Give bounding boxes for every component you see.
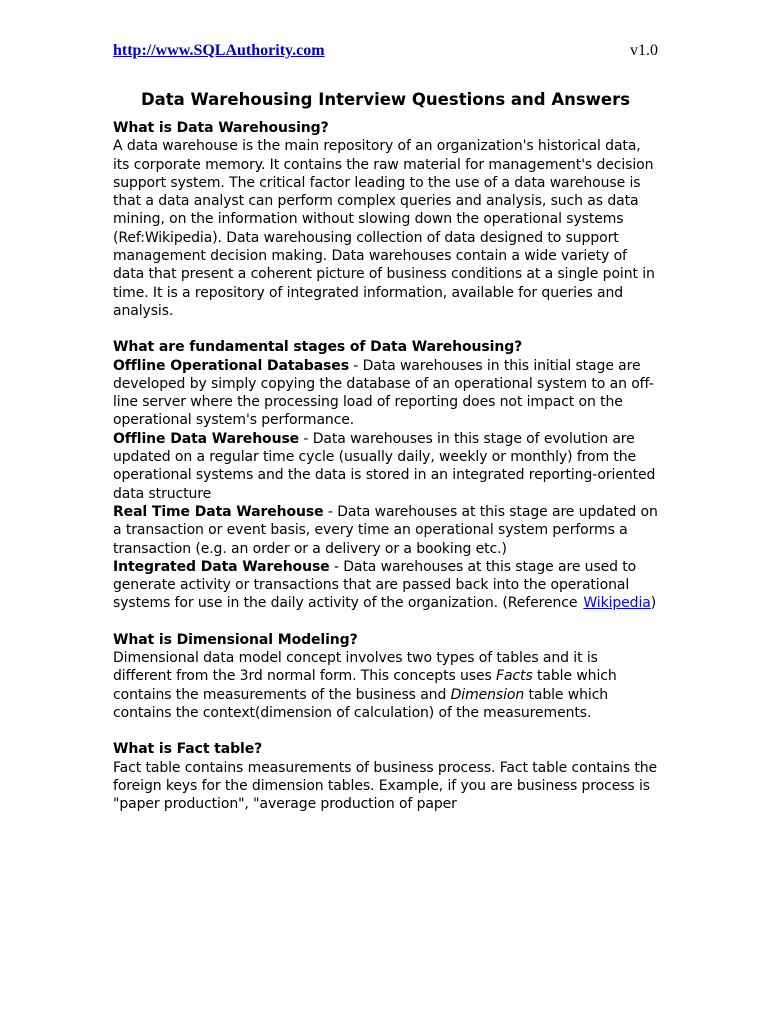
stage-item (113, 558, 658, 613)
document-page (113, 42, 658, 831)
page-header (113, 42, 658, 68)
answer-text: table which contains the context(dimension of calculation) of the measurements. (113, 686, 609, 721)
answer-paragraph: A data warehouse is the main repository of an organization's historical data, its corporate memory. It contains the raw material for management's decision support system. The critical factor leading to the use of a data warehouse is that a data analyst can perform complex queries and analysis, such as data mining, on the information without slowing down the operational systems (Ref:Wikipedia). Data warehousing collection of data designed to support management decision making. Data warehouses contain a wide variety of data that present a coherent picture of business conditions at a single point in time. It is a repository of integrated information, available for queries and analysis. (113, 138, 655, 319)
stage-description: - Data warehouses at this stage are used to generate activity or transactions that are passed back into the operational systems for use in the daily activity of the organization. (Reference (113, 558, 637, 612)
stage-item (113, 503, 658, 558)
answer-text: table which contains the measurements of the business and (113, 668, 617, 703)
answer-paragraph: Fact table contains measurements of business process. Fact table contains the foreign keys for the dimension tables. Example, if you are business process is "paper production", "average production of paper (113, 759, 658, 813)
stage-description: - Data warehouses in this stage of evolution are updated on a regular time cycle (usually daily, weekly or monthly) from the operational systems and the data is stored in an integrated reporting-oriented data structure (113, 430, 656, 502)
answer-paragraph (113, 649, 658, 722)
version-label: v1.0 (630, 42, 658, 59)
question-heading: What is Fact table? (113, 741, 263, 758)
stage-term: Offline Data Warehouse (113, 430, 300, 447)
stage-term: Real Time Data Warehouse (113, 503, 324, 520)
section-dimensional-modeling (113, 631, 658, 722)
dimension-term: Dimension (450, 686, 525, 703)
reference-close: ) (650, 595, 657, 612)
stage-description: - Data warehouses in this initial stage are developed by simply copying the database of an operational system to an off-line server where the processing load of reporting does not impact on the operational system's performance. (113, 357, 654, 429)
answer-text: Dimensional data model concept involves two types of tables and it is different from the 3rd normal form. This concepts uses (113, 650, 598, 685)
section-data-warehousing (113, 119, 658, 320)
wikipedia-link[interactable]: Wikipedia (583, 595, 651, 612)
stage-description: - Data warehouses at this stage are updated on a transaction or event basis, every time an operational system performs a transaction (e.g. an order or a delivery or a booking etc.) (113, 503, 658, 557)
facts-term: Facts (496, 668, 533, 685)
question-heading: What is Dimensional Modeling? (113, 631, 358, 648)
stage-item (113, 430, 658, 503)
stage-term: Offline Operational Databases (113, 357, 349, 374)
question-heading: What are fundamental stages of Data Warehousing? (113, 339, 523, 356)
document-title: Data Warehousing Interview Questions and Answers (140, 90, 631, 109)
site-url-link[interactable]: http://www.SQLAuthority.com (113, 42, 325, 59)
stage-term: Integrated Data Warehouse (113, 558, 330, 575)
stage-item (113, 357, 658, 430)
section-fundamental-stages (113, 338, 658, 612)
question-heading: What is Data Warehousing? (113, 120, 329, 136)
section-fact-table (113, 740, 658, 813)
